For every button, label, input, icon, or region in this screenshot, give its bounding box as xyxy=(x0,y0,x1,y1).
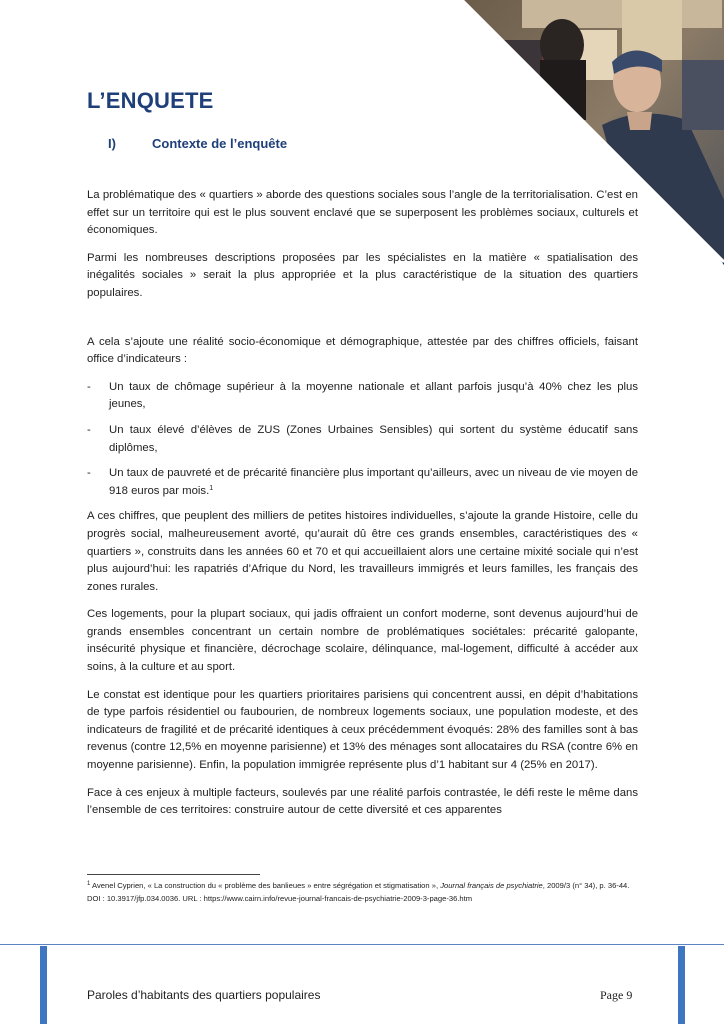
footnote-reference[interactable]: 1 xyxy=(209,484,214,492)
page-number: Page 9 xyxy=(600,988,633,1002)
paragraph: Le constat est identique pour les quartiers prioritaires parisiens qui concentrent aussi, en dépit d’habitations de type parfois résidentiel ou faubourien, de nombreux logements sociaux, une population modeste, et des indicateurs de fragilité et de précarité identiques à ceux précédemment évoqués: 28% des familles sont à bas revenus (contre 12,5% en moyenne parisienne) et 13% des ménages sont allocataires du RSA (contre 6% en moyenne parisienne). Enfin, la population immigrée représente plus d’1 habitant sur 4 (25% en 2017). xyxy=(87,688,638,772)
paragraph: A ces chiffres, que peuplent des milliers de petites histoires individuelles, s’ajoute la grande Histoire, celle du progrès social, malheureusement avorté, qu’aurait dû être ces grands ensembles, caractéristiques des « quartiers », construits dans les années 60 et 70 et qui accueillaient alors une certaine mixité sociale qui n’est plus aujourd’hui: les rapatriés d’Afrique du Nord, les travailleurs immigrés et leurs familles, les français des zones rurales. xyxy=(87,510,638,593)
footnote xyxy=(87,880,638,905)
footer-accent-bar-left xyxy=(40,946,47,1024)
document-title: L’ENQUETE xyxy=(87,88,214,113)
paragraph: A cela s’ajoute une réalité socio-économique et démographique, attestée par des chiffres officiels, faisant office d’indicateurs : xyxy=(87,335,638,366)
footnote-author: Avenel Cyprien, « La construction du « problème des banlieues » entre ségrégation et stigmatisation », xyxy=(92,881,439,890)
paragraph: Ces logements, pour la plupart sociaux, qui jadis offraient un confort moderne, sont devenus aujourd’hui de grands ensembles concentrant un certain nombre de problématiques sociétales: précarité galopante, insécurité physique et financière, décrochage scolaire, délinquance, mal-logement, difficulté à accéder aux soins, à la culture et au sport. xyxy=(87,608,638,674)
indicator-list xyxy=(87,379,638,501)
footer-divider xyxy=(0,944,724,945)
footnote-divider xyxy=(87,874,260,875)
paragraph: La problématique des « quartiers » aborde des questions sociales sous l’angle de la territorialisation. C’est en effet sur un territoire qui est le plus souvent enclavé que se superposent les problèmes sociaux, culturels et économiques. xyxy=(87,189,638,237)
paragraph: Parmi les nombreuses descriptions proposées par les spécialistes en la matière « spatialisation des inégalités sociales » serait la plus appropriée et la plus caractéristique de la situation des quartiers populaires. xyxy=(87,251,638,299)
footnote-journal: Journal français de psychiatrie xyxy=(440,881,543,890)
list-item: - Un taux de chômage supérieur à la moyenne nationale et allant parfois jusqu’à 40% chez les plus jeunes, xyxy=(87,380,638,411)
section-number: I) xyxy=(108,136,116,151)
footer-title: Paroles d’habitants des quartiers populaires xyxy=(87,988,321,1002)
section-title: Contexte de l’enquête xyxy=(152,136,288,151)
list-item: - Un taux de pauvreté et de précarité financière plus important qu’ailleurs, avec un niveau de vie moyen de 918 euros par mois.$^1$ xyxy=(87,467,638,497)
list-item: - Un taux élevé d’élèves de ZUS (Zones Urbaines Sensibles) qui sortent du système éducatif sans diplômes, xyxy=(87,423,638,454)
body-text xyxy=(87,187,638,820)
footer-accent-bar-right xyxy=(678,946,685,1024)
paragraph: Face à ces enjeux à multiple facteurs, soulevés par une réalité parfois contrastée, le défi reste le même dans l’ensemble de ces territoires: construire autour de cette diversité et ces apparentes xyxy=(87,786,638,817)
section-heading xyxy=(108,136,287,151)
footnote-details: , 2009/3 (n° 34), p. 36-44. DOI : 10.3917/jfp.034.0036. URL : https://www.cairn.info/revue-journal-francais-de-psychiatrie-2009-3-page-36.htm xyxy=(87,881,630,903)
footnote-marker: 1 xyxy=(87,881,91,887)
